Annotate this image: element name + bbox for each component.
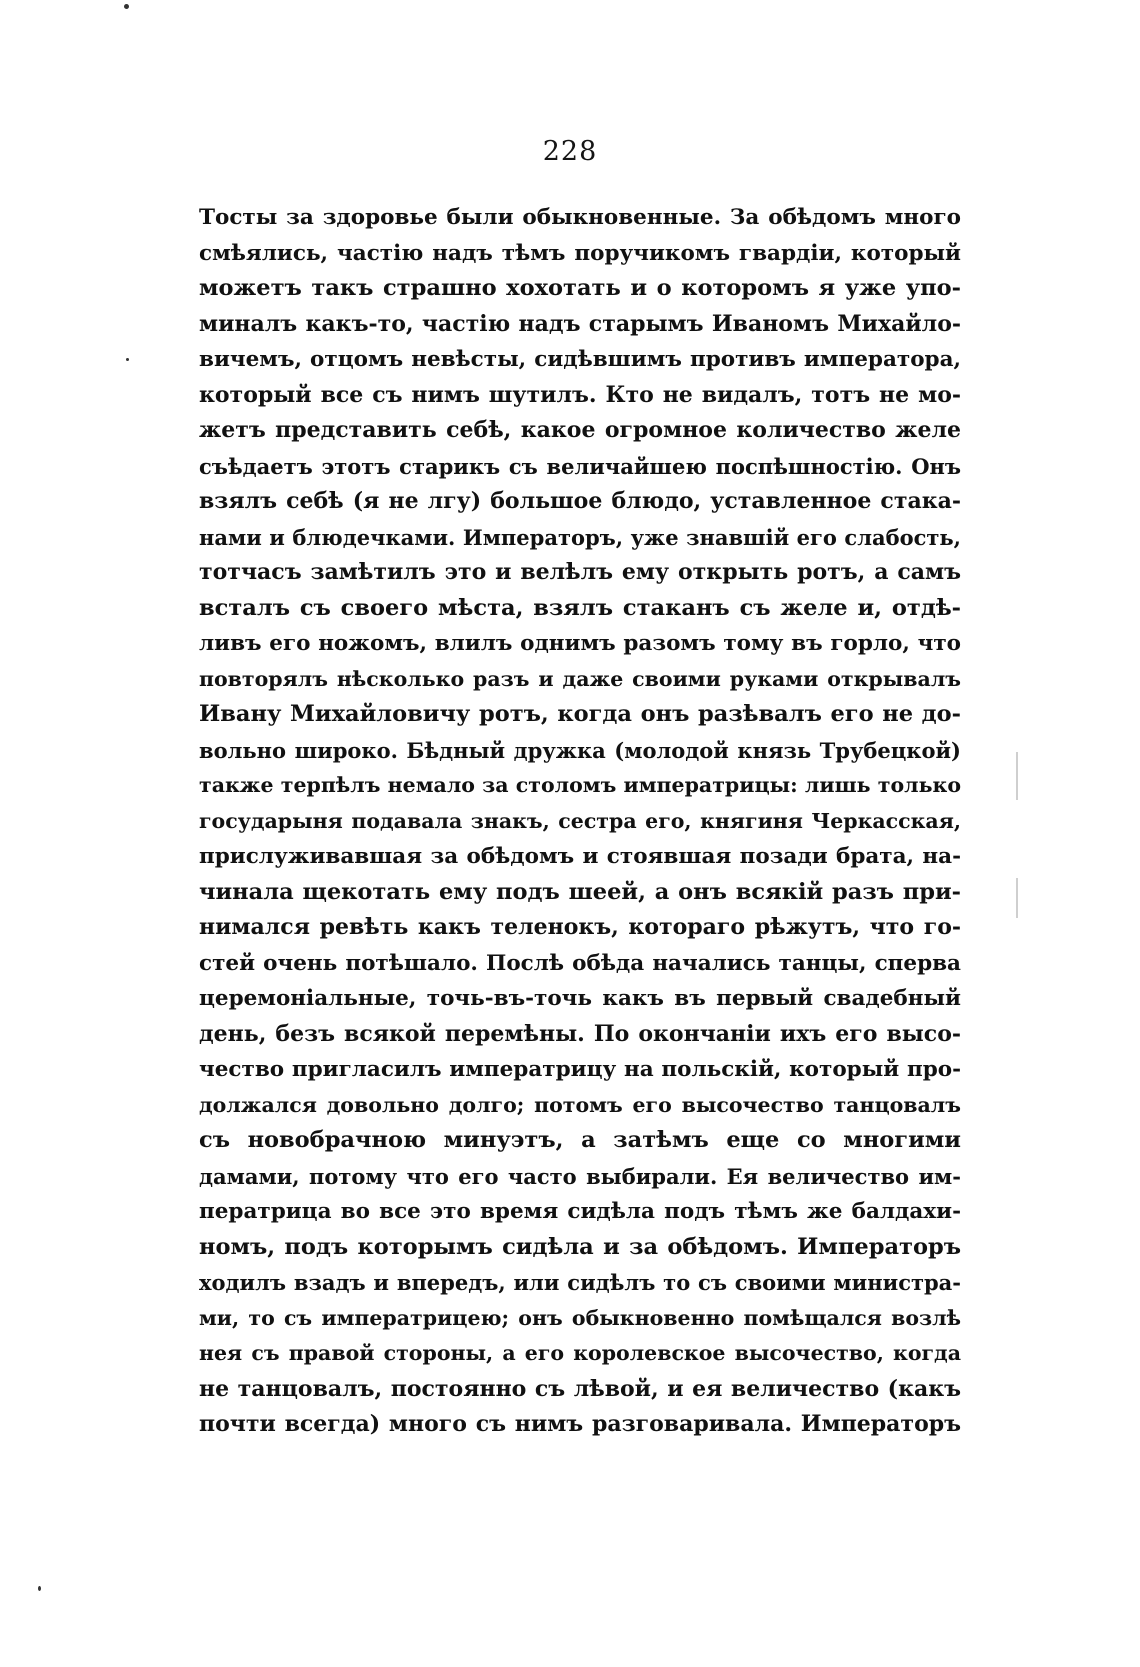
margin-line: [1016, 752, 1018, 800]
text-line: чество пригласилъ императрицу на польскій, который про-: [199, 1057, 961, 1082]
text-line: вольно широко. Бѣдный дружка (молодой князь Трубецкой): [199, 737, 961, 763]
text-line: жетъ представить себѣ, какое огромное количество желе: [199, 417, 961, 443]
text-line: съ новобрачною минуэтъ, а затѣмъ еще со многими: [199, 1127, 961, 1153]
text-line: ходилъ взадъ и впередъ, или сидѣлъ то съ своими министра-: [199, 1270, 961, 1295]
text-line: номъ, подъ которымъ сидѣла и за обѣдомъ. Императоръ: [199, 1233, 961, 1260]
text-line: должался довольно долго; потомъ его высочество танцовалъ: [199, 1092, 961, 1117]
page-number: 228: [542, 136, 598, 167]
text-line: почти всегда) много съ нимъ разговаривала. Императоръ: [199, 1411, 961, 1437]
text-line: взялъ себѣ (я не лгу) большое блюдо, уставленное стака-: [199, 488, 961, 514]
text-line: нимался ревѣть какъ теленокъ, котораго рѣжутъ, что го-: [199, 914, 961, 940]
text-line: который все съ нимъ шутилъ. Кто не видалъ, тотъ не мо-: [199, 381, 961, 408]
text-line: ператрица во все это время сидѣла подъ тѣмъ же балдахи-: [199, 1199, 961, 1224]
scan-speck: [38, 1586, 41, 1591]
text-line: день, безъ всякой перемѣны. По окончаніи ихъ его высо-: [199, 1020, 961, 1047]
body-text: [199, 200, 961, 1443]
text-line: государыня подавала знакъ, сестра его, княгиня Черкасская,: [199, 808, 961, 833]
text-line: стей очень потѣшало. Послѣ обѣда начались танцы, сперва: [199, 950, 961, 976]
text-line: ливъ его ножомъ, влилъ однимъ разомъ тому въ горло, что: [199, 631, 961, 656]
margin-line: [1016, 878, 1018, 918]
text-line: также терпѣлъ немало за столомъ императрицы: лишь только: [199, 773, 961, 797]
text-line: повторялъ нѣсколько разъ и даже своими руками открывалъ: [199, 666, 961, 691]
text-line: Ивану Михайловичу ротъ, когда онъ разѣвалъ его не до-: [199, 701, 961, 727]
text-line: миналъ какъ-то, частію надъ старымъ Иваномъ Михайло-: [199, 310, 961, 337]
text-line: дамами, потому что его часто выбирали. Ея величество им-: [199, 1163, 961, 1189]
text-line: церемоніальные, точь-въ-точь какъ въ первый свадебный: [199, 986, 961, 1011]
scan-speck: [124, 4, 129, 9]
text-line: можетъ такъ страшно хохотать и о которомъ я уже упо-: [199, 275, 961, 301]
text-line: всталъ съ своего мѣста, взялъ стаканъ съ желе и, отдѣ-: [199, 594, 961, 621]
text-line: вичемъ, отцомъ невѣсты, сидѣвшимъ противъ императора,: [199, 347, 961, 372]
text-line: нами и блюдечками. Императоръ, уже знавшій его слабость,: [199, 524, 961, 550]
scan-speck: [126, 358, 129, 361]
text-line: прислуживавшая за обѣдомъ и стоявшая позади брата, на-: [199, 844, 961, 869]
text-line: Тосты за здоровье были обыкновенные. За обѣдомъ много: [199, 205, 961, 230]
text-line: ми, то съ императрицею; онъ обыкновенно помѣщался возлѣ: [199, 1305, 961, 1330]
text-line: съѣдаетъ этотъ старикъ съ величайшею поспѣшностію. Онъ: [199, 453, 961, 479]
text-line: тотчасъ замѣтилъ это и велѣлъ ему открыть ротъ, а самъ: [199, 559, 961, 585]
text-line: смѣялись, частію надъ тѣмъ поручикомъ гвардіи, который: [199, 240, 961, 266]
text-line: не танцовалъ, постоянно съ лѣвой, и ея величество (какъ: [199, 1375, 961, 1402]
text-line: чинала щекотать ему подъ шеей, а онъ всякій разъ при-: [199, 878, 961, 905]
text-line: нея съ правой стороны, а его королевское высочество, когда: [199, 1341, 961, 1365]
